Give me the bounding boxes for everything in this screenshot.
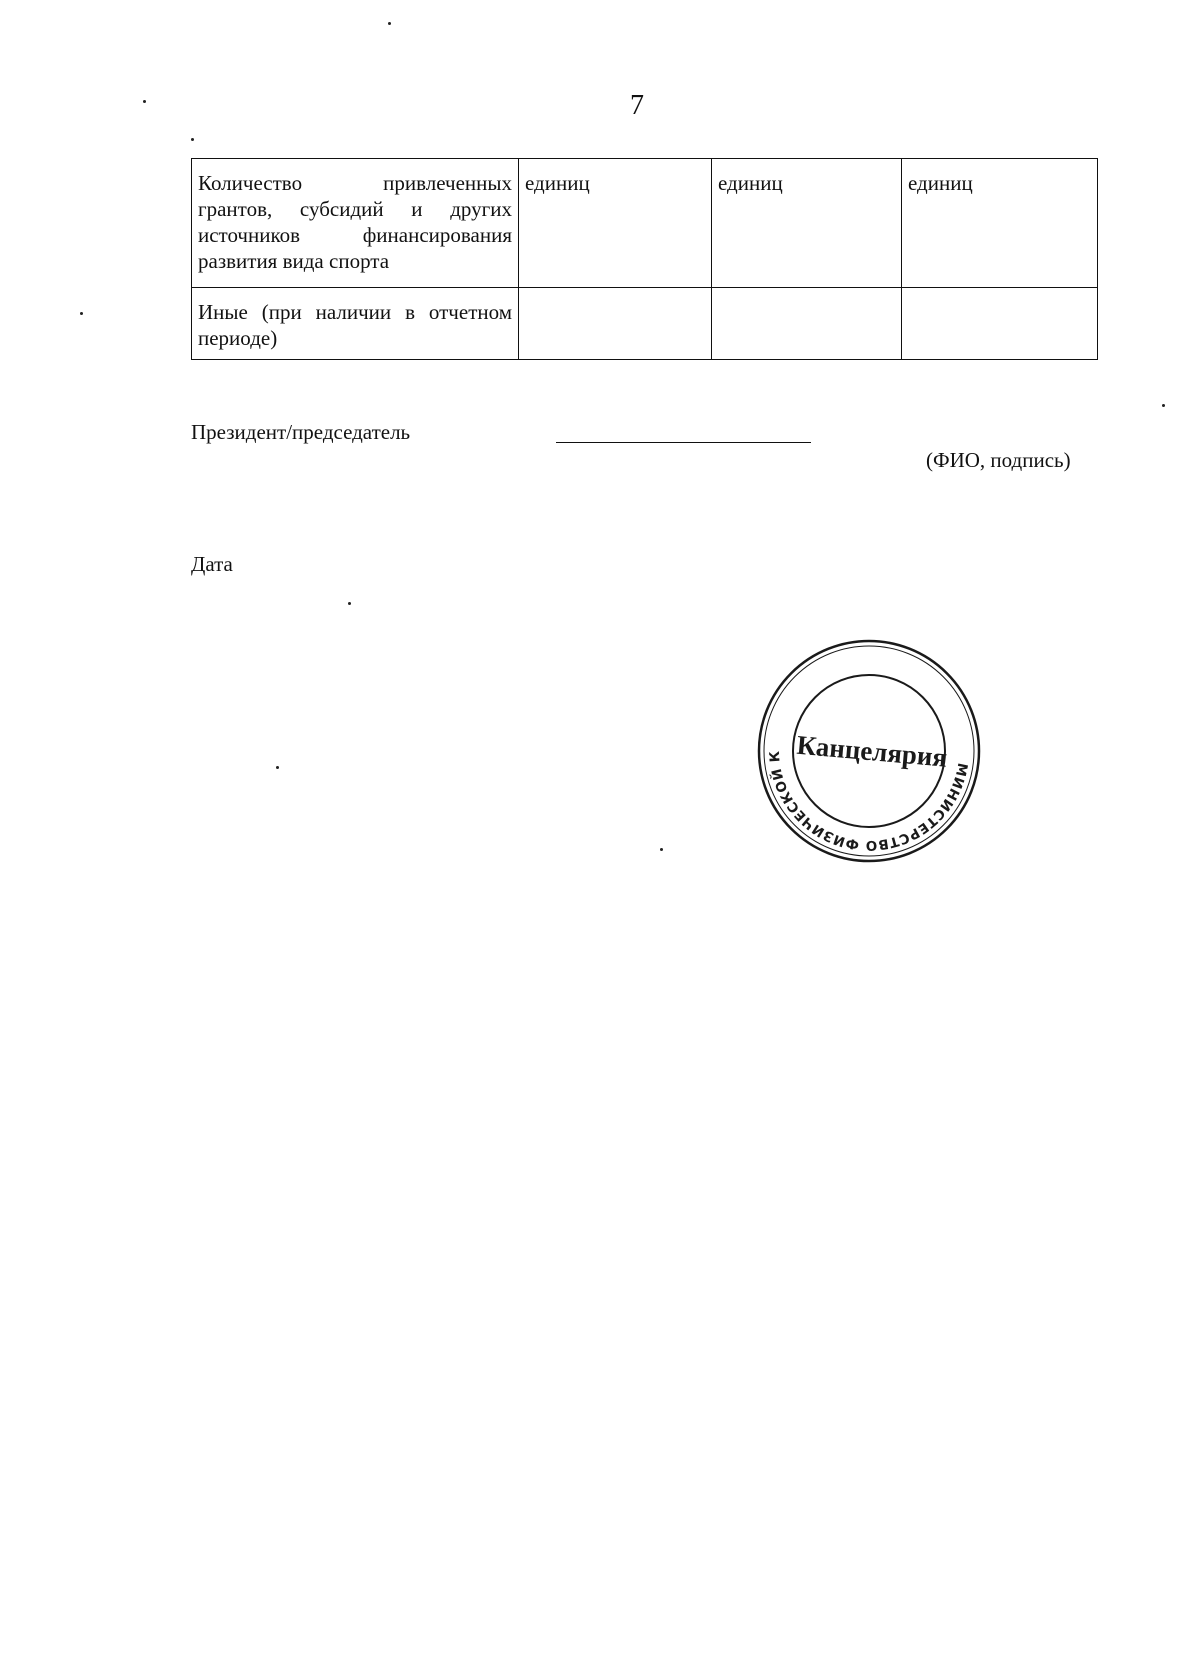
table-row xyxy=(192,159,1098,288)
official-stamp xyxy=(754,636,984,866)
empty-cell xyxy=(519,288,712,360)
scan-speck xyxy=(660,848,663,851)
date-label: Дата xyxy=(191,552,233,576)
empty-cell xyxy=(902,288,1098,360)
scan-speck xyxy=(143,100,146,103)
stamp-outer-text: МИНИСТЕРСТВО ФИЗИЧЕСКОЙ К xyxy=(766,750,971,854)
scan-speck xyxy=(191,138,194,141)
scan-speck xyxy=(388,22,391,25)
unit-cell: единиц xyxy=(519,159,712,288)
scan-speck xyxy=(276,766,279,769)
page-number: 7 xyxy=(630,90,644,121)
stamp-center-text: Канцелярия xyxy=(795,729,949,773)
signature-line xyxy=(556,442,811,443)
table-row xyxy=(192,288,1098,360)
unit-cell: единиц xyxy=(712,159,902,288)
scan-speck xyxy=(348,602,351,605)
scan-speck xyxy=(1162,404,1165,407)
report-table xyxy=(191,158,1098,360)
row-label: Количество привлеченных грантов, субсидий и других источников финансирования развития вида спорта xyxy=(192,159,519,288)
signature-label: Президент/председатель xyxy=(191,420,411,444)
row-label: Иные (при наличии в отчетном периоде) xyxy=(192,288,519,360)
scan-speck xyxy=(80,312,83,315)
signature-caption: (ФИО, подпись) xyxy=(926,448,1071,472)
stamp-seal-graphic xyxy=(754,636,984,866)
unit-cell: единиц xyxy=(902,159,1098,288)
empty-cell xyxy=(712,288,902,360)
